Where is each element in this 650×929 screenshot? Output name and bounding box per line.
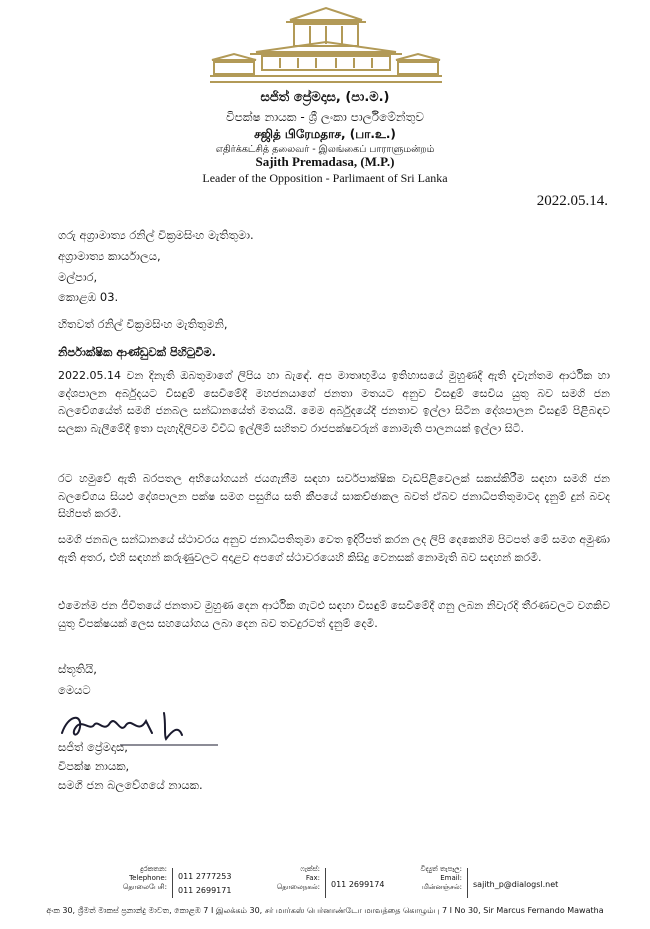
header-name-tamil: சஜித் பிரேமதாச, (பா.உ.): [254, 127, 396, 141]
parliament-logo: [210, 6, 442, 86]
signer-title-1: විපක්ෂ නායක,: [58, 759, 130, 773]
recipient-office: අග්‍රාමාත්‍ය කාර්යාලය,: [58, 249, 161, 263]
email-address[interactable]: sajith_p@dialogsl.net: [473, 880, 559, 889]
footer-divider: [172, 868, 173, 898]
closing-yours: මෙයට: [58, 683, 91, 697]
paragraph-3: සමගි ජනබල සන්ධානයේ ස්ථාවරය අනුව ජනාධිපතිතුමා වෙත ඉදිරිපත් කරන ලද ලිපි දෙකෙහිම පිටපත් මේ සමග අමුණා ඇති අතර, එහි සඳහන් කරුණුවලට අදාළව අපගේ ස්ථාවරයෙහි කිසිදු වෙනසක් නොමැති බව සඳහන් කරමි.: [58, 533, 610, 564]
telephone-1: 011 2777253: [178, 872, 232, 881]
recipient-name: ගරු අග්‍රාමාත්‍ය රනිල් වික්‍රමසිංහ මැතිතුමා.: [58, 228, 254, 242]
telephone-label: දුරකතන: Telephone: தொலைபேசி:: [122, 865, 167, 891]
fax-label: ෆැක්ස්: Fax: தொலைநகல்:: [276, 865, 320, 891]
subject-line: නිර්පාක්ෂික ආණ්ඩුවක් පිහිටුවීම.: [58, 345, 216, 359]
recipient-street: මල්පාර,: [58, 270, 98, 284]
closing-thanks: ස්තූතියි,: [58, 662, 97, 676]
email-label: විද්‍යුත් තැපෑල: Email: மின்னஞ்சல்:: [420, 865, 462, 891]
signer-title-2: සමගි ජන බලවේගයේ නායක.: [58, 778, 203, 792]
signer-name: සජිත් ප්‍රේමදාස,: [58, 740, 128, 754]
footer-divider: [325, 868, 326, 898]
letter-date: 2022.05.14.: [536, 193, 608, 209]
header-title-english: Leader of the Opposition - Parlimaent of Sri Lanka: [202, 171, 448, 185]
paragraph-1: 2022.05.14 වන දිනැති ඔබතුමාගේ ලිපිය හා බැඳේ. අප මාතෘභූමිය ඉතිහාසයේ මුහුණදී ඇති දැවැන්තම ආර්ථික හා දේශපාලන අර්බුදයට විසඳුම් සෙවීමේදී මහජනයාගේ ජනතා මතයට අනුව විසඳුම් සෙවිය යුතු බව සමගි ජන බලවේගයේත් සමගි ජනබල සන්ධානයේත් මතයයි. මෙම අර්බුදයේදී ජනතාව ඉල්ලා සිටින දේශපාලන විසඳුම් පිළිබඳව සලකා බැලීමේදී ඉතා පැහැදිලිවම විවිධ ඉල්ලීම් සහිතව රාජපක්ෂවරුන් නොමැති පාලනයක් ඉල්ලා සිටී.: [58, 369, 610, 435]
salutation: හිතවත් රනිල් වික්‍රමසිංහ මැතිතුමනි,: [58, 317, 228, 331]
recipient-city: කොළඹ 03.: [58, 290, 119, 304]
fax-number: 011 2699174: [331, 880, 385, 889]
footer-address: අංක 30, ශ්‍රීමත් මාකස් ප්‍රනාන්දු මාවත, කොළඹ 7 I இலக்கம் 30, சர் மார்கஸ் பெர்னாண்டோ மாவத்தை கொழும்பு 7 I No 30, Sir Marcus Fernando Mawatha: [46, 906, 604, 915]
paragraph-2: රට හමුවේ ඇති බරපතල අභියෝගයන් ජයගැනීම සඳහා සර්වපාක්ෂික වැඩපිළිවෙලක් සකස්කිරීම සඳහා සමගි ජන බලවේගය සියළු දේශපාලන පක්ෂ සමග පසුගිය සති කීපයේ සාකච්ඡාකල බවත් ඒබව ජනාධිපතිතුමාටද දැනුම් දුන් බවද සිහිපත් කරමි.: [58, 472, 610, 520]
footer-divider: [467, 868, 468, 898]
header-name-english: Sajith Premadasa, (M.P.): [255, 154, 395, 169]
telephone-2: 011 2699171: [178, 886, 232, 895]
header-name-sinhala: සජිත් ප්‍රේමදාස, (පා.ම.): [260, 90, 390, 105]
header-title-sinhala: විපක්ෂ නායක - ශ්‍රී ලංකා පාර්ලිමේන්තුව: [226, 110, 424, 124]
header-title-tamil: எதிர்க்கட்சித் தலைவர் - இலங்கைப் பாராளுமன்றம்: [215, 144, 435, 155]
paragraph-4: එමෙන්ම ජන ජීවිතයේ ජනතාව මුහුණ දෙන ආර්ථික ගැටළු සඳහා විසඳුම් සෙවීමේදී ගනු ලබන නිවැරදි තීරණවලට වගකිව යුතු විපක්ෂයක් ලෙස සහයෝගය ලබා දෙන බව තවදුරටත් දැනුම් දෙමි.: [58, 599, 610, 630]
